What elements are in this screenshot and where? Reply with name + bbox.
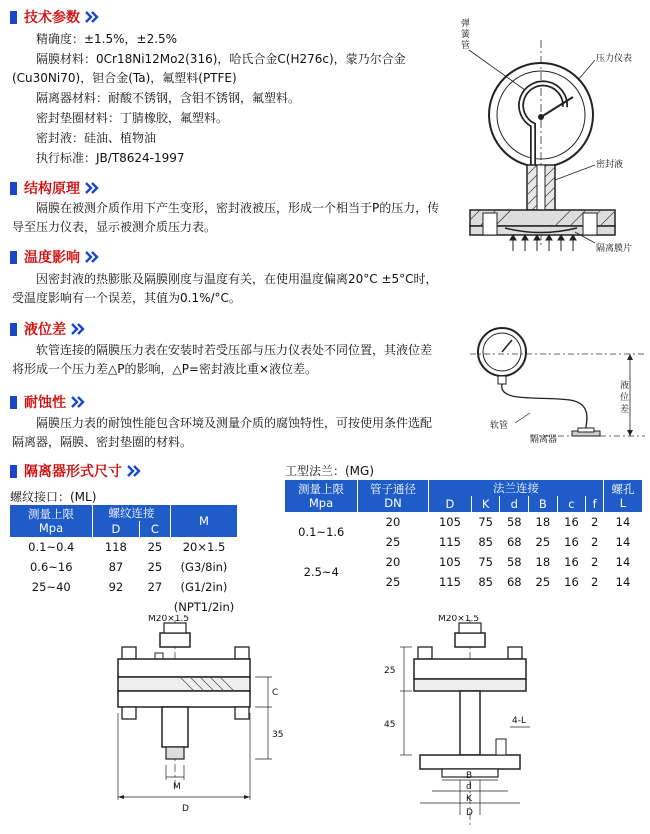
mg-header-range: 测量上限 Mpa (285, 480, 358, 512)
tech-line: 隔膜材料：0Cr18Ni12Mo2(316)，哈氏合金C(H276c)，蒙乃尔合金 (36, 52, 406, 66)
mg-header-dn: 管子通径 DN (358, 480, 429, 512)
level-text: 软管连接的隔膜压力表在安装时若受压部与压力仪表处不同位置，其液位差将形成一个压力差△P的影响，△P=密封液比重×液位差。 (12, 343, 433, 376)
diagram-label-seal-liquid: 密封液 (596, 160, 624, 170)
section-title-tech-label: 技术参数 (24, 10, 80, 26)
ml-dim-thread: M20×1.5 (148, 615, 190, 624)
mg-dim-thread: M20×1.5 (438, 615, 480, 624)
diagram-label-diaphragm: 隔离膜片 (596, 244, 633, 254)
double-chevron-icon (126, 465, 142, 477)
diagram-label-spring-tube: 簧 (461, 30, 471, 40)
diagram-label-isolator: 隔离器 (530, 435, 558, 443)
section-title-structure (10, 179, 100, 197)
tech-line: 精确度：±1.5%，±2.5% (36, 32, 178, 46)
double-chevron-icon (84, 251, 100, 263)
mg-table: 测量上限 Mpa 管子通径 DN 法兰连接 螺孔 L D K d B c f 0.1~1.6 20 105 75 58 18 16 2 14 25 115 85 68 25 16 2 14 2.5~4 20 105 75 58 18 16 2 14 25 115 85 68 25 16 2 14 (285, 480, 643, 592)
table-row: 25 115 85 68 25 16 2 14 (385, 575, 631, 589)
level-difference-diagram (470, 318, 645, 443)
structure-text: 隔膜在被测介质作用下产生变形，密封液被压，形成一个相当于P的压力，传导至压力仪表，显示被测介质压力表。 (12, 201, 440, 234)
diagram-label-level-diff: 位 (620, 393, 630, 403)
section-title-level (10, 320, 86, 338)
double-chevron-icon (84, 11, 100, 23)
section-marker (10, 11, 17, 24)
section-title-corrosion (10, 393, 86, 411)
diagram-label-spring-tube: 管 (461, 41, 471, 51)
ml-header-thread: 螺纹连接 (93, 505, 171, 521)
section-marker (10, 251, 17, 264)
mg-drawing (380, 615, 550, 830)
section-title-level-label: 液位差 (24, 322, 66, 338)
section-title-structure-label: 结构原理 (24, 181, 80, 197)
tech-line: 密封液：硅油、植物油 (36, 131, 157, 145)
corrosion-text: 隔膜压力表的耐蚀性能包含环境及测量介质的腐蚀特性，可按使用条件选配隔离器，隔膜、密封垫圈的材料。 (12, 416, 433, 449)
table-row: 25 115 85 68 25 16 2 14 (385, 535, 631, 549)
ml-caption: 螺纹接口：(ML) (10, 490, 97, 504)
mg-header-flange: 法兰连接 (429, 480, 604, 496)
mg-dim-bolt: 4-L (512, 716, 526, 726)
diaphragm-seal-diagram (455, 15, 645, 260)
table-row: 25~40 92 27 (G1/2in) (31, 580, 228, 594)
section-title-dims-label: 隔离器形式尺寸 (24, 464, 122, 480)
section-title-tech (10, 8, 100, 26)
table-row: 0.6~16 87 25 (G3/8in) (29, 560, 228, 574)
tech-line: 隔离器材料：耐酸不锈钢，含钼不锈钢，氟塑料。 (36, 91, 301, 105)
ml-dim-c: C (272, 688, 279, 698)
diagram-label-gauge: 压力仪表 (596, 54, 633, 64)
tech-line: 执行标准：JB/T8624-1997 (36, 151, 185, 165)
ml-table (10, 505, 238, 617)
mg-dim-45: 45 (384, 720, 396, 730)
ml-header-range: 测量上限 Mpa (10, 505, 93, 537)
diagram-label-level-diff: 差 (620, 405, 630, 415)
section-title-corrosion-label: 耐蚀性 (24, 395, 66, 411)
ml-drawing (100, 615, 290, 830)
ml-header-c: C (139, 521, 170, 537)
ml-dim-m: M (173, 782, 181, 792)
section-marker (10, 465, 17, 478)
ml-dim-35: 35 (272, 730, 284, 740)
tech-line: (Cu30Ni70)，钽合金(Ta)，氟塑料(PTFE) (12, 71, 237, 85)
mg-dim-k: K (466, 794, 472, 804)
section-title-temperature-label: 温度影响 (24, 250, 80, 266)
diagram-label-spring-tube: 弹 (461, 19, 471, 29)
double-chevron-icon (70, 396, 86, 408)
table-row: (NPT1/2in) (173, 600, 235, 614)
mg-header-bolt: 螺孔 L (604, 480, 643, 512)
double-chevron-icon (70, 323, 86, 335)
ml-header-m: M (171, 505, 238, 537)
temperature-text: 因密封液的热膨胀及隔膜刚度与温度有关，在使用温度偏离20°C ±5°C时，受温度影响有一个误差，其值为0.1%/°C。 (12, 272, 438, 305)
mg-dim-d-small: d (466, 782, 472, 792)
mg-dim-b: B (466, 771, 473, 781)
double-chevron-icon (84, 182, 100, 194)
table-row: 0.1~1.6 20 105 75 58 18 16 2 14 (298, 515, 631, 539)
diagram-label-level-diff: 液 (620, 381, 630, 391)
mg-dim-d-big: D (466, 808, 473, 818)
table-row: 0.1~0.4 118 25 20×1.5 (28, 540, 226, 554)
section-marker (10, 182, 17, 195)
mg-caption: 工型法兰：(MG) (285, 464, 375, 478)
section-title-temperature (10, 248, 100, 266)
ml-dim-d: D (182, 804, 189, 814)
tech-line: 密封垫圈材料：丁腈橡胶，氟塑料。 (36, 111, 229, 125)
ml-header-d: D (93, 521, 140, 537)
section-marker (10, 323, 17, 336)
diagram-label-hose: 软管 (490, 421, 509, 431)
section-marker (10, 396, 17, 409)
mg-dim-25: 25 (384, 666, 396, 676)
section-title-dims (10, 462, 142, 480)
table-row: 2.5~4 20 105 75 58 18 16 2 14 (303, 555, 631, 579)
